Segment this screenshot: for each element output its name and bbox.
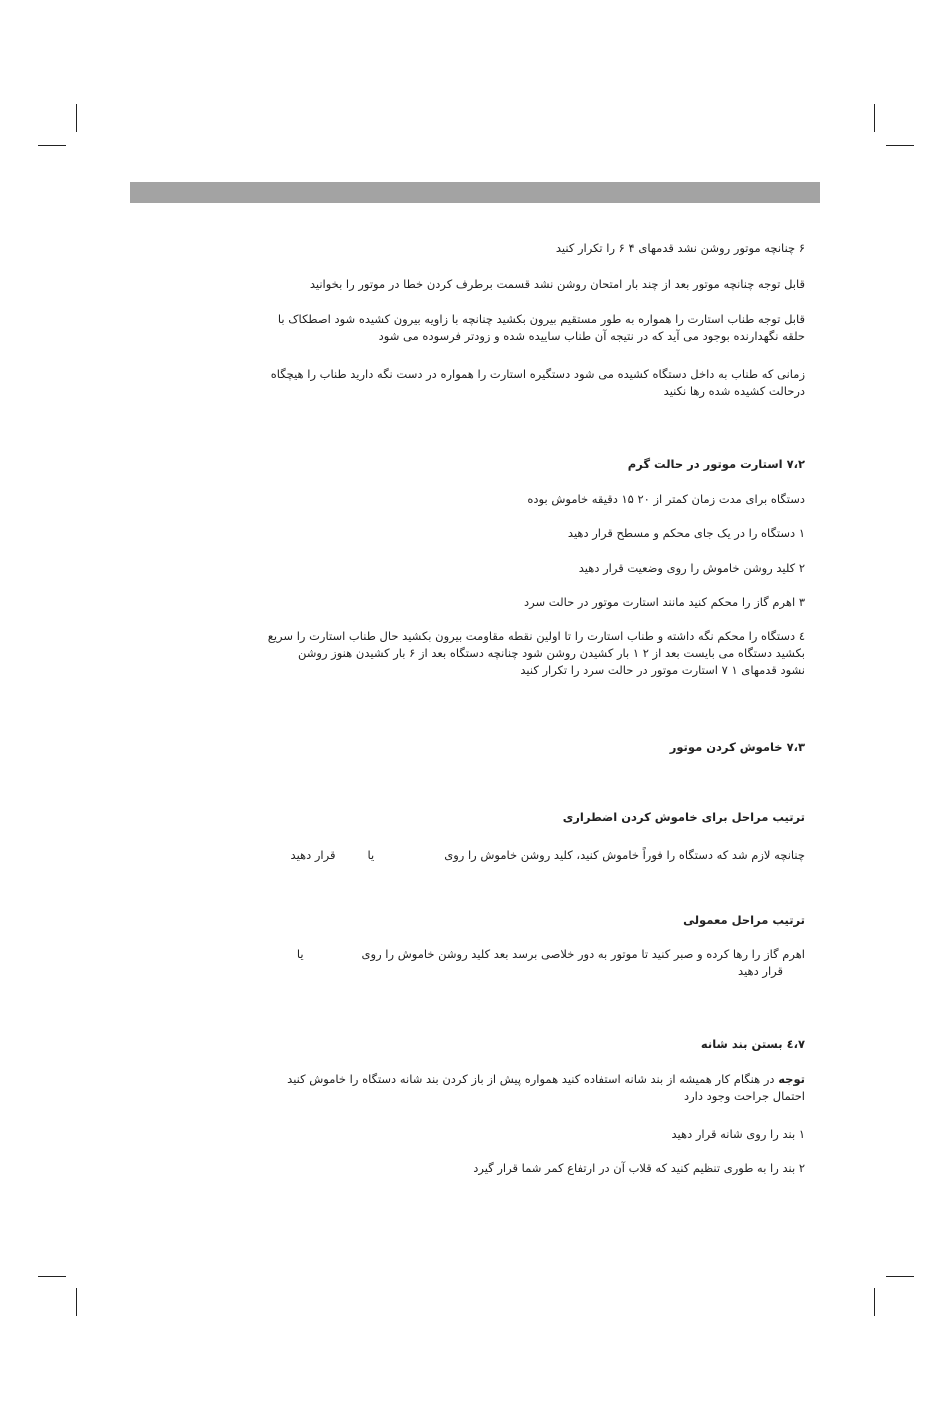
paragraph [205,844,805,864]
paragraph-line [205,1071,805,1088]
subsection-heading: ترتیب مراحل برای خاموش کردن اضطراری [562,810,805,824]
crop-mark [874,104,875,132]
paragraph-text: یا [367,848,375,862]
list-item: ۱ دستگاه را در یک جای محکم و مسطح قرار دهید [567,526,805,540]
paragraph-line: قابل توجه طناب استارت را همواره به طور مستقیم بیرون بکشید چنانچه با زاویه بیرون کشیده شود اصطکاک با [277,312,805,326]
crop-mark [38,145,66,146]
paragraph-text: یا [296,947,304,961]
section-heading: ۷،۲ استارت موتور در حالت گرم [627,457,805,471]
crop-mark [886,145,914,146]
list-item-line: ٤ دستگاه را محکم نگه داشته و طناب استارت را تا اولین نقطه مقاومت بیرون بکشید حال طناب استارت را سریع [267,629,805,643]
crop-mark [874,1288,875,1316]
header-bar [130,182,820,203]
paragraph-text: در هنگام کار همیشه از بند شانه استفاده کنید همواره پیش از باز کردن بند شانه دستگاه را خاموش کنید [287,1072,779,1086]
paragraph-line: قرار دهید [738,964,783,978]
list-item-line: نشود قدمهای ۱ ۷ استارت موتور در حالت سرد را تکرار کنید [520,663,805,677]
crop-mark [38,1276,66,1277]
paragraph [205,366,805,400]
paragraph [205,311,805,345]
paragraph: ۶ چنانچه موتور روشن نشد قدمهای ۴ ۶ را تکرار کنید [555,241,805,255]
list-item-line: بکشید دستگاه می بایست بعد از ۲ ۱ بار کشیدن روشن شود چنانچه دستگاه بعد از ۶ بار کشیدن هنوز روشن [298,646,805,660]
list-item: ۱ بند را روی شانه قرار دهید [671,1127,805,1141]
paragraph-line: احتمال جراحت وجود دارد [683,1089,805,1103]
list-item: ۲ بند را به طوری تنظیم کنید که قلاب آن در ارتفاع کمر شما قرار گیرد [473,1161,805,1175]
paragraph: دستگاه برای مدت زمان کمتر از ۲۰ ۱۵ دقیقه خاموش بوده [527,492,805,506]
paragraph-line: درحالت کشیده شده رها نکنید [663,384,805,398]
paragraph-line [205,946,805,963]
subsection-heading: ترتیب مراحل معمولی [683,913,805,927]
note-label: توجه [778,1072,805,1086]
paragraph-text: قرار دهید [290,848,336,862]
paragraph [205,1071,805,1105]
paragraph [205,946,805,980]
list-item [205,628,805,679]
paragraph-text: چنانچه لازم شد که دستگاه را فوراً خاموش کنید، کلید روشن خاموش را روی [444,848,805,862]
paragraph: قابل توجه چنانچه موتور بعد از چند بار امتحان روشن نشد قسمت برطرف کردن خطا در موتور را بخوانید [309,277,805,291]
list-item: ۲ کلید روشن خاموش را روی وضعیت قرار دهید [578,561,805,575]
crop-mark [886,1276,914,1277]
section-heading: ۷،٤ بستن بند شانه [700,1037,805,1051]
paragraph-line: زمانی که طناب به داخل دستگاه کشیده می شود دستگیره استارت را همواره در دست نگه دارید طناب را هیچگاه [270,367,805,381]
paragraph-line: حلقه نگهدارنده بوجود می آید که در نتیجه آن طناب ساییده شده و زودتر فرسوده می شود [378,329,805,343]
paragraph-text: اهرم گاز را رها کرده و صبر کنید تا موتور به دور خلاصی برسد بعد کلید روشن خاموش را روی [361,947,805,961]
crop-mark [76,1288,77,1316]
section-heading: ۷،۳ خاموش کردن موتور [669,740,805,754]
list-item: ۳ اهرم گاز را محکم کنید مانند استارت موتور در حالت سرد [524,595,805,609]
crop-mark [76,104,77,132]
